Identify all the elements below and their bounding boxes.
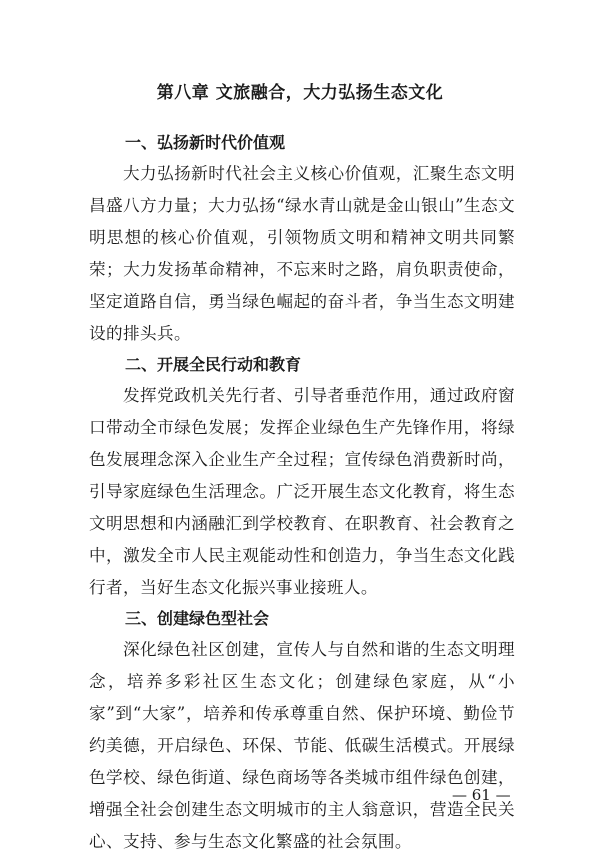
section-3 xyxy=(89,604,515,858)
chapter-title: 第八章 文旅融合，大力弘扬生态文化 xyxy=(156,83,444,103)
chapter-body xyxy=(89,128,515,858)
section-paragraph: 深化绿色社区创建，宣传人与自然和谐的生态文明理念，培养多彩社区生态文化；创建绿色家庭，从“小家”到“大家”，培养和传承尊重自然、保护环境、勤俭节约美德，开启绿色、环保、节能、低碳生活模式。开展绿色学校、绿色街道、绿色商场等各类城市组件绿色创建，增强全社会创建生态文明城市的主人翁意识，营造全民关心、支持、参与生态文化繁盛的社会氛围。 xyxy=(89,640,515,851)
section-paragraph: 发挥党政机关先行者、引导者垂范作用，通过政府窗口带动全市绿色发展；发挥企业绿色生产先锋作用，将绿色发展理念深入企业生产全过程；宣传绿色消费新时尚，引导家庭绿色生活理念。广泛开展生态文化教育，将生态文明思想和内涵融汇到学校教育、在职教育、社会教育之中，激发全市人民主观能动性和创造力，争当生态文化践行者，当好生态文化振兴事业接班人。 xyxy=(89,386,515,597)
section-paragraph: 大力弘扬新时代社会主义核心价值观，汇聚生态文明昌盛八方力量；大力弘扬“绿水青山就是金山银山”生态文明思想的核心价值观，引领物质文明和精神文明共同繁荣；大力发扬革命精神，不忘来时之路，肩负职责使命，坚定道路自信，勇当绿色崛起的奋斗者，争当生态文明建设的排头兵。 xyxy=(89,164,515,343)
section-heading: 三、创建绿色型社会 xyxy=(125,609,270,628)
page-number: — 61 — xyxy=(452,786,511,804)
section-1 xyxy=(89,128,515,350)
section-heading: 二、开展全民行动和教育 xyxy=(125,355,302,374)
section-2 xyxy=(89,350,515,604)
section-heading: 一、弘扬新时代价值观 xyxy=(125,133,286,152)
